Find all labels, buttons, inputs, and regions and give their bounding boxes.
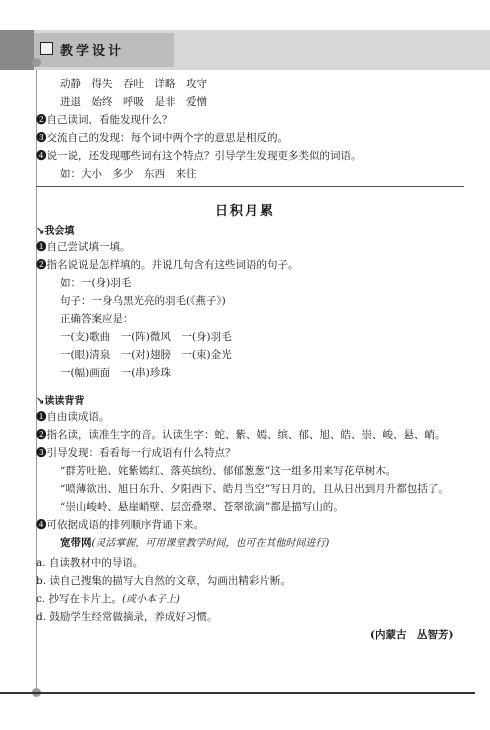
recite-extra-note: (灵活掌握，可用课堂教学时间，也可在其他时间进行) xyxy=(91,538,330,549)
recite-extra xyxy=(60,536,329,551)
recite-heading: ↘读读背背 xyxy=(36,396,85,407)
antonym-words-row1: 动静 得失 吞吐 详略 攻守 xyxy=(60,78,207,90)
fill-example-1: 如：一(身)羽毛 xyxy=(60,277,132,289)
recite-item-2: ❷指名读，读准生字的音。认读生字：蛇、紫、嫣、缤、郁、旭、皓、崇、峻、悬、峭。 xyxy=(36,429,446,441)
antonym-words-row2: 进退 始终 呼吸 是非 爱憎 xyxy=(60,96,207,108)
recite-d: d. 鼓励学生经常做摘录，养成好习惯。 xyxy=(36,611,218,623)
fill-answer-row1: 一(支)歌曲 一(阵)微风 一(身)羽毛 xyxy=(60,331,232,343)
fill-item-1: ❶自己尝试填一填。 xyxy=(36,241,131,253)
fill-heading: ↘我会填 xyxy=(36,226,75,237)
recite-extra-title: 宽带网 xyxy=(60,537,92,549)
fill-answer-row3: 一(幅)画面 一(串)珍珠 xyxy=(60,367,171,379)
header-title: 教学设计 xyxy=(60,44,125,59)
recite-quote-1: “群芳吐艳、姹紫嫣红、落英缤纷、郁郁葱葱”这一组多用来写花草树木。 xyxy=(60,465,397,477)
fill-answer-label: 正确答案应是： xyxy=(60,313,134,325)
top-item-4-example: 如：大小 多少 东西 来往 xyxy=(60,168,197,180)
recite-item-4: ❹可依据成语的排列顺序背诵下来。 xyxy=(36,519,204,531)
header-dark-block xyxy=(0,30,34,70)
section-title: 日积月累 xyxy=(214,204,275,219)
recite-quote-2: “喷薄欲出、旭日东升、夕阳西下、皓月当空”写日月的，且从日出到月升都包括了。 xyxy=(60,483,449,495)
recite-c xyxy=(36,592,180,607)
fill-example-2: 句子：一身乌黑光亮的羽毛(《燕子》) xyxy=(60,295,226,307)
top-item-4: ❹说一说，还发现哪些词有这个特点？引导学生发现更多类似的词语。 xyxy=(36,150,362,162)
author-credit: (内蒙古 丛智芳) xyxy=(370,629,454,641)
recite-c-main: c. 抄写在卡片上。 xyxy=(36,593,123,605)
margin-dot-top xyxy=(32,58,41,67)
recite-c-note: (或小本子上) xyxy=(122,594,180,605)
header-square-icon xyxy=(40,42,53,55)
recite-item-1: ❶自由读成语。 xyxy=(36,411,110,423)
recite-b: b. 读自己搜集的描写大自然的文章，勾画出精彩片断。 xyxy=(36,575,291,587)
recite-item-3: ❸引导发现：看看每一行成语有什么特点？ xyxy=(36,447,236,459)
recite-a: a. 自读教材中的导语。 xyxy=(36,557,144,569)
fill-answer-row2: 一(眼)清泉 一(对)翅膀 一(束)金光 xyxy=(60,349,232,361)
section-divider xyxy=(36,186,464,187)
top-item-3: ❸交流自己的发现：每个词中两个字的意思是相反的。 xyxy=(36,132,288,144)
top-item-2: ❷自己读词，看能发现什么？ xyxy=(36,114,173,126)
fill-item-2: ❷指名说说是怎样填的。并说几句含有这些词语的句子。 xyxy=(36,259,299,271)
footer-rule xyxy=(0,692,475,694)
recite-quote-3: “崇山峻岭、悬崖峭壁、层峦叠翠、苍翠欲滴”都是描写山的。 xyxy=(60,501,344,513)
